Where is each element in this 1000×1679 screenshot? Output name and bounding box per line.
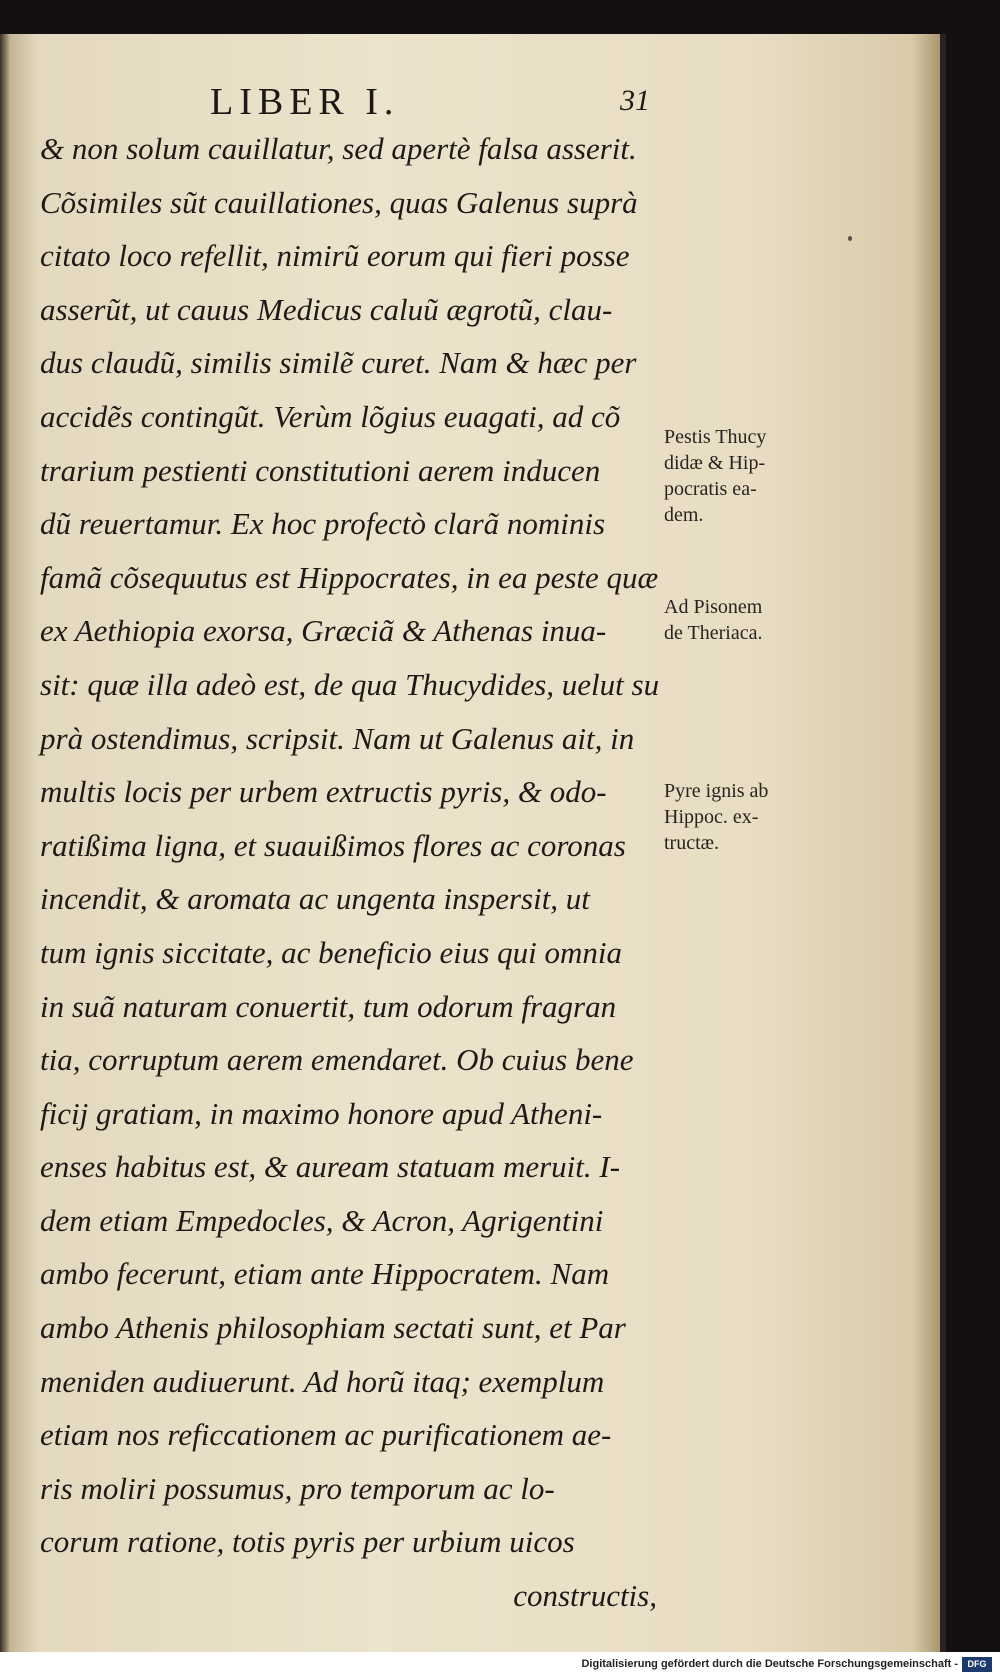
text-line: famã cõsequutus est Hippocrates, in ea peste quæ [40,559,659,595]
text-line: ris moliri possumus, pro temporum ac lo- [40,1470,555,1506]
text-line: prà ostendimus, scripsit. Nam ut Galenus ait, in [40,720,635,756]
text-line: dus claudũ, similis similẽ curet. Nam & hæc per [40,345,637,381]
margin-note-line: Ad Pisonem [664,596,763,618]
margin-note-pestis [664,424,834,528]
margin-note-line: Pyre ignis ab [664,780,769,802]
main-text-block [40,122,665,1623]
text-line: dem etiam Empedocles, & Acron, Agrigentini [40,1202,604,1238]
text-line: tia, corruptum aerem emendaret. Ob cuius bene [40,1042,634,1078]
margin-note-line: didæ & Hip- [664,452,766,474]
margin-note-line: Hippoc. ex- [664,806,759,828]
folio-number: 31 [620,84,650,117]
page-gutter-shadow [0,34,10,1652]
margin-note-pyre [664,778,834,856]
text-line: asserũt, ut cauus Medicus caluũ ægrotũ, clau- [40,291,613,327]
margin-note-line: dem. [664,504,704,526]
footer-bar [0,1652,1000,1679]
text-line: etiam nos reficcationem ac purificationem ae- [40,1417,612,1453]
text-line: corum ratione, totis pyris per urbium uicos [40,1524,575,1560]
margin-note-line: pocratis ea- [664,478,757,500]
text-line: ambo fecerunt, etiam ante Hippocratem. Nam [40,1256,610,1292]
text-line: tum ignis siccitate, ac beneficio eius qui omnia [40,934,623,970]
text-line: ambo Athenis philosophiam sectati sunt, et Par [40,1310,626,1346]
catchword: constructis, [513,1578,657,1614]
text-line: ratißima ligna, et suauißimos flores ac coronas [40,827,626,863]
margin-note-line: de Theriaca. [664,622,763,644]
text-line: multis locis per urbem extructis pyris, & odo- [40,774,607,810]
text-line: citato loco refellit, nimirũ eorum qui fieri posse [40,238,630,274]
text-line: incendit, & aromata ac ungenta inspersit, ut [40,881,590,917]
text-line: in suã naturam conuertit, tum odorum fragran [40,988,617,1024]
margin-note-pisonem [664,594,834,646]
text-line: ficij gratiam, in maximo honore apud Atheni- [40,1095,603,1131]
dfg-logo: DFG [962,1657,992,1672]
text-line: & non solum cauillatur, sed apertè falsa asserit. [40,131,637,166]
text-line: trarium pestienti constitutioni aerem inducen [40,452,601,488]
text-line: dũ reuertamur. Ex hoc profectò clarã nominis [40,506,606,542]
text-line: meniden audiuerunt. Ad horũ itaq; exemplum [40,1363,605,1399]
paper-speck [848,236,852,241]
running-title: LIBER I. [210,81,400,123]
text-line: Cõsimiles sũt cauillationes, quas Galenus suprà [40,184,638,220]
text-line: sit: quæ illa adeò est, de qua Thucydides, uelut su [40,666,660,702]
text-line: enses habitus est, & auream statuam meruit. I- [40,1149,621,1185]
funding-credit: Digitalisierung gefördert durch die Deutsche Forschungsgemeinschaft - [581,1658,958,1670]
margin-note-line: tructæ. [664,832,719,854]
text-line: accidẽs contingũt. Verùm lõgius euagati, ad cõ [40,398,621,434]
margin-note-line: Pestis Thucy [664,426,767,448]
text-line: ex Aethiopia exorsa, Græciã & Athenas inua- [40,613,607,649]
